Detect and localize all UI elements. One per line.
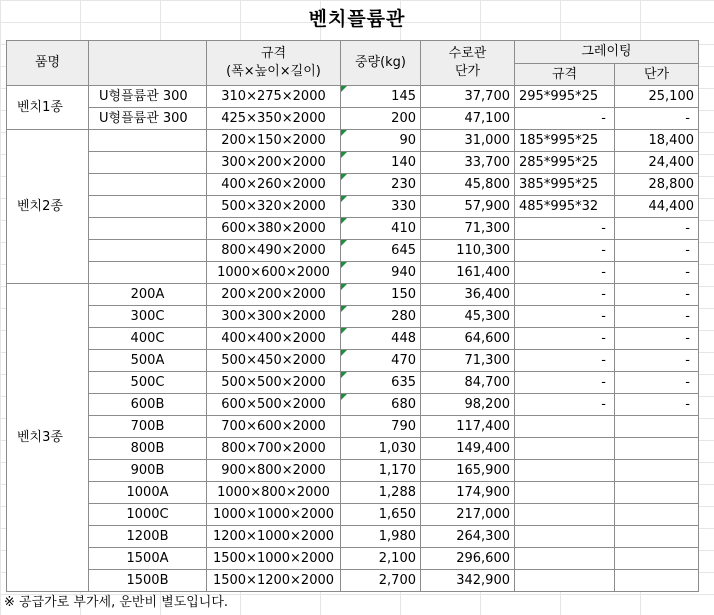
weight-cell[interactable]: 1,030 <box>341 438 421 460</box>
header-price <box>421 41 515 86</box>
model-cell[interactable]: 300C <box>89 306 207 328</box>
grating-spec-cell[interactable] <box>515 504 615 526</box>
model-cell[interactable]: 200A <box>89 284 207 306</box>
spec-cell[interactable]: 1000×600×2000 <box>207 262 341 284</box>
sheet-title: 벤치플륨관 <box>308 8 406 30</box>
grating-spec-cell[interactable] <box>515 416 615 438</box>
weight-cell[interactable]: 1,650 <box>341 504 421 526</box>
weight-cell[interactable]: 790 <box>341 416 421 438</box>
grating-price-cell[interactable]: - <box>615 394 699 416</box>
model-cell[interactable]: 700B <box>89 416 207 438</box>
spec-cell[interactable]: 425×350×2000 <box>207 108 341 130</box>
grating-price-cell[interactable]: - <box>615 284 699 306</box>
grating-price-cell[interactable] <box>615 460 699 482</box>
grating-price-cell[interactable]: 28,800 <box>615 174 699 196</box>
grating-spec-cell[interactable]: 485*995*32 <box>515 196 615 218</box>
model-cell[interactable] <box>89 130 207 152</box>
table-row <box>7 218 699 240</box>
grating-price-cell[interactable] <box>615 438 699 460</box>
grating-price-cell[interactable]: - <box>615 262 699 284</box>
grating-spec-cell[interactable]: - <box>515 108 615 130</box>
price-cell[interactable]: 45,300 <box>421 306 515 328</box>
price-cell[interactable]: 84,700 <box>421 372 515 394</box>
table-row <box>7 152 699 174</box>
spec-cell[interactable]: 500×320×2000 <box>207 196 341 218</box>
header-name: 품명 <box>7 41 89 86</box>
grating-spec-cell[interactable] <box>515 570 615 592</box>
model-cell[interactable] <box>89 262 207 284</box>
table-row <box>7 284 699 306</box>
spec-cell[interactable]: 600×500×2000 <box>207 394 341 416</box>
grating-spec-cell[interactable]: - <box>515 328 615 350</box>
model-cell[interactable]: 500C <box>89 372 207 394</box>
model-cell[interactable]: 1000C <box>89 504 207 526</box>
weight-cell[interactable]: 635 <box>341 372 421 394</box>
grating-price-cell[interactable]: - <box>615 108 699 130</box>
model-cell[interactable]: 500A <box>89 350 207 372</box>
table-row <box>7 350 699 372</box>
table-row <box>7 108 699 130</box>
grating-spec-cell[interactable]: - <box>515 284 615 306</box>
table-row <box>7 328 699 350</box>
model-cell[interactable]: 400C <box>89 328 207 350</box>
grating-spec-cell[interactable]: - <box>515 372 615 394</box>
weight-cell[interactable]: 645 <box>341 240 421 262</box>
weight-cell[interactable]: 1,170 <box>341 460 421 482</box>
grating-price-cell[interactable]: - <box>615 372 699 394</box>
model-cell[interactable]: 1500B <box>89 570 207 592</box>
spec-cell[interactable]: 400×260×2000 <box>207 174 341 196</box>
grating-price-cell[interactable] <box>615 526 699 548</box>
model-cell[interactable]: 800B <box>89 438 207 460</box>
weight-cell[interactable]: 1,980 <box>341 526 421 548</box>
price-cell[interactable]: 64,600 <box>421 328 515 350</box>
price-cell[interactable]: 161,400 <box>421 262 515 284</box>
grating-spec-cell[interactable]: - <box>515 394 615 416</box>
header-model <box>89 41 207 86</box>
header-grating-spec: 규격 <box>515 63 615 86</box>
table-row <box>7 438 699 460</box>
grating-price-cell[interactable]: - <box>615 218 699 240</box>
model-cell[interactable] <box>89 240 207 262</box>
weight-cell[interactable]: 140 <box>341 152 421 174</box>
spec-cell[interactable]: 1000×800×2000 <box>207 482 341 504</box>
price-cell[interactable]: 98,200 <box>421 394 515 416</box>
grating-price-cell[interactable]: 44,400 <box>615 196 699 218</box>
weight-cell[interactable]: 280 <box>341 306 421 328</box>
header-spec-label: 규격 <box>260 46 287 61</box>
grating-price-cell[interactable]: - <box>615 350 699 372</box>
spec-cell[interactable]: 700×600×2000 <box>207 416 341 438</box>
spec-cell[interactable]: 400×400×2000 <box>207 328 341 350</box>
header-spec <box>207 41 341 86</box>
price-cell[interactable]: 33,700 <box>421 152 515 174</box>
table-row <box>7 548 699 570</box>
model-cell[interactable]: 600B <box>89 394 207 416</box>
footnote: ※ 공급가로 부가세, 운반비 별도입니다. <box>4 595 229 610</box>
weight-cell[interactable]: 448 <box>341 328 421 350</box>
grating-spec-cell[interactable]: - <box>515 262 615 284</box>
header-price-label: 수로관 <box>448 46 487 61</box>
grating-spec-cell[interactable] <box>515 460 615 482</box>
model-cell[interactable] <box>89 196 207 218</box>
spec-cell[interactable]: 300×300×2000 <box>207 306 341 328</box>
grating-price-cell[interactable] <box>615 482 699 504</box>
spec-cell[interactable]: 300×200×2000 <box>207 152 341 174</box>
price-cell[interactable]: 37,700 <box>421 86 515 108</box>
grating-spec-cell[interactable]: - <box>515 240 615 262</box>
weight-cell[interactable]: 330 <box>341 196 421 218</box>
price-cell[interactable]: 45,800 <box>421 174 515 196</box>
table-row <box>7 174 699 196</box>
table-row <box>7 372 699 394</box>
grating-spec-cell[interactable] <box>515 482 615 504</box>
model-cell[interactable]: 1500A <box>89 548 207 570</box>
weight-cell[interactable]: 2,100 <box>341 548 421 570</box>
group-cell[interactable]: 벤치3종 <box>7 284 89 592</box>
price-cell[interactable]: 36,400 <box>421 284 515 306</box>
price-table <box>6 40 699 592</box>
grating-spec-cell[interactable]: 295*995*25 <box>515 86 615 108</box>
spec-cell[interactable]: 310×275×2000 <box>207 86 341 108</box>
header-weight: 중량(kg) <box>341 41 421 86</box>
price-cell[interactable]: 110,300 <box>421 240 515 262</box>
spec-cell[interactable]: 200×200×2000 <box>207 284 341 306</box>
spec-cell[interactable]: 1500×1200×2000 <box>207 570 341 592</box>
weight-cell[interactable]: 145 <box>341 86 421 108</box>
price-cell[interactable]: 71,300 <box>421 218 515 240</box>
price-cell[interactable]: 117,400 <box>421 416 515 438</box>
price-cell[interactable]: 149,400 <box>421 438 515 460</box>
model-cell[interactable]: 900B <box>89 460 207 482</box>
group-cell[interactable]: 벤치1종 <box>7 86 89 130</box>
header-grating: 그레이팅 <box>515 41 699 64</box>
group-cell[interactable]: 벤치2종 <box>7 130 89 284</box>
weight-cell[interactable]: 90 <box>341 130 421 152</box>
price-cell[interactable]: 342,900 <box>421 570 515 592</box>
weight-cell[interactable]: 230 <box>341 174 421 196</box>
grating-spec-cell[interactable]: - <box>515 306 615 328</box>
price-cell[interactable]: 174,900 <box>421 482 515 504</box>
spec-cell[interactable]: 500×450×2000 <box>207 350 341 372</box>
price-cell[interactable]: 264,300 <box>421 526 515 548</box>
weight-cell[interactable]: 200 <box>341 108 421 130</box>
weight-cell[interactable]: 680 <box>341 394 421 416</box>
spec-cell[interactable]: 500×500×2000 <box>207 372 341 394</box>
price-cell[interactable]: 296,600 <box>421 548 515 570</box>
table-row <box>7 570 699 592</box>
spec-cell[interactable]: 1500×1000×2000 <box>207 548 341 570</box>
grating-price-cell[interactable] <box>615 548 699 570</box>
spec-cell[interactable]: 800×700×2000 <box>207 438 341 460</box>
table-body <box>7 86 699 592</box>
grating-price-cell[interactable] <box>615 570 699 592</box>
grating-price-cell[interactable]: 24,400 <box>615 152 699 174</box>
grating-price-cell[interactable] <box>615 504 699 526</box>
weight-cell[interactable]: 940 <box>341 262 421 284</box>
table-row <box>7 482 699 504</box>
model-cell[interactable]: 1000A <box>89 482 207 504</box>
spec-cell[interactable]: 600×380×2000 <box>207 218 341 240</box>
header-grating-price: 단가 <box>615 63 699 86</box>
spec-cell[interactable]: 1000×1000×2000 <box>207 504 341 526</box>
grating-price-cell[interactable]: - <box>615 306 699 328</box>
weight-cell[interactable]: 1,288 <box>341 482 421 504</box>
table-row <box>7 196 699 218</box>
grating-price-cell[interactable]: 18,400 <box>615 130 699 152</box>
model-cell[interactable]: U형플륨관 300 <box>89 108 207 130</box>
model-cell[interactable] <box>89 174 207 196</box>
table-row <box>7 306 699 328</box>
weight-cell[interactable]: 2,700 <box>341 570 421 592</box>
price-cell[interactable]: 217,000 <box>421 504 515 526</box>
grating-spec-cell[interactable]: - <box>515 218 615 240</box>
grating-price-cell[interactable]: - <box>615 240 699 262</box>
grating-spec-cell[interactable] <box>515 526 615 548</box>
table-row <box>7 130 699 152</box>
grating-spec-cell[interactable]: - <box>515 350 615 372</box>
weight-cell[interactable]: 410 <box>341 218 421 240</box>
table-row <box>7 240 699 262</box>
price-cell[interactable]: 165,900 <box>421 460 515 482</box>
price-cell[interactable]: 31,000 <box>421 130 515 152</box>
spec-cell[interactable]: 1200×1000×2000 <box>207 526 341 548</box>
header-price-sub: 단가 <box>454 64 481 79</box>
grating-price-cell[interactable] <box>615 416 699 438</box>
price-cell[interactable]: 47,100 <box>421 108 515 130</box>
model-cell[interactable]: 1200B <box>89 526 207 548</box>
table-row <box>7 86 699 108</box>
weight-cell[interactable]: 470 <box>341 350 421 372</box>
grating-spec-cell[interactable] <box>515 548 615 570</box>
header-spec-sub: (폭×높이×길이) <box>226 64 321 79</box>
table-row <box>7 416 699 438</box>
weight-cell[interactable]: 150 <box>341 284 421 306</box>
grating-spec-cell[interactable] <box>515 438 615 460</box>
table-row <box>7 504 699 526</box>
grating-spec-cell[interactable]: 285*995*25 <box>515 152 615 174</box>
spec-cell[interactable]: 900×800×2000 <box>207 460 341 482</box>
grating-price-cell[interactable]: 25,100 <box>615 86 699 108</box>
price-cell[interactable]: 57,900 <box>421 196 515 218</box>
grating-spec-cell[interactable]: 385*995*25 <box>515 174 615 196</box>
grating-spec-cell[interactable]: 185*995*25 <box>515 130 615 152</box>
table-row <box>7 394 699 416</box>
spec-cell[interactable]: 800×490×2000 <box>207 240 341 262</box>
table-row <box>7 526 699 548</box>
model-cell[interactable] <box>89 152 207 174</box>
spec-cell[interactable]: 200×150×2000 <box>207 130 341 152</box>
table-row <box>7 262 699 284</box>
price-cell[interactable]: 71,300 <box>421 350 515 372</box>
model-cell[interactable] <box>89 218 207 240</box>
model-cell[interactable]: U형플륨관 300 <box>89 86 207 108</box>
table-row <box>7 460 699 482</box>
grating-price-cell[interactable]: - <box>615 328 699 350</box>
